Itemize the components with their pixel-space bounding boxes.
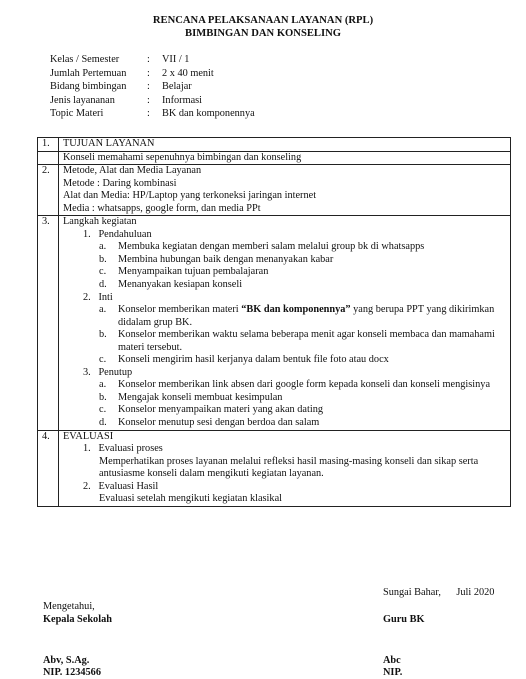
list-item [99,354,508,367]
eval-hasil-text: Evaluasi setelah mengikuti kegiatan klasikal [99,493,283,505]
section-body [59,138,511,152]
list-item [99,392,508,405]
list-marker: b. [99,329,107,341]
info-colon: : [147,108,150,119]
step-items [63,304,508,367]
step-pendahuluan: 1. Pendahuluan [83,228,152,240]
step-inti: 2. Inti [83,291,113,303]
info-colon: : [147,94,150,106]
section-metode [38,165,511,216]
section-tujuan [38,138,511,152]
material-title: “BK dan komponennya” [241,304,351,316]
document-title [0,14,526,40]
info-colon: : [147,54,150,65]
info-table [50,54,255,122]
list-text: Konselor memberikan waktu selama beberapa menit agar konseli membaca dan mamahami materi tersebut. [118,329,495,353]
info-label: Jenis layananan [50,94,115,106]
section-heading: Langkah kegiatan [63,216,137,228]
principal-name: Abv, S.Ag. [43,655,90,666]
list-text: Mengajak konseli membuat kesimpulan [118,391,283,403]
list-item [99,266,508,279]
list-item [99,379,508,392]
list-marker: b. [99,253,107,265]
list-marker: d. [99,417,107,429]
list-text: Membina hubungan baik dengan menanyakan kabar [118,253,334,265]
info-row [50,68,255,82]
info-row [50,81,255,95]
step-penutup: 3. Penutup [83,366,133,378]
section-tujuan-content [38,151,511,165]
list-text: Konseli mengirim hasil kerjanya dalam bentuk file foto atau docx [118,354,389,366]
section-evaluasi [38,430,511,506]
alat-line: Alat dan Media: HP/Laptop yang terkoneksi jaringan internet [63,190,317,202]
section-text: Konseli memahami sepenuhnya bimbingan dan konseling [59,151,511,165]
section-number-empty [38,151,59,165]
section-heading: EVALUASI [63,430,114,442]
list-text-pre: Konselor memberikan materi [118,304,242,316]
info-label: Kelas / Semester [50,54,120,65]
info-label: Jumlah Pertemuan [50,67,127,79]
section-langkah [38,216,511,430]
step-items [63,379,508,429]
list-text: Menanyakan kesiapan konseli [118,279,243,291]
list-marker: c. [99,266,107,278]
list-text-post: yang berupa PPT yang dikirimkan didalam grup BK. [118,304,495,328]
counselor-title: Guru BK [383,614,425,625]
list-marker: c. [99,354,107,366]
info-label: Bidang bimbingan [50,81,127,92]
list-item [99,329,508,354]
section-heading: Metode, Alat dan Media Layanan [63,165,202,177]
info-value: BK dan komponennya [162,108,255,119]
info-value: 2 x 40 menit [162,67,214,79]
info-colon: : [147,81,150,92]
section-body [59,216,511,430]
principal-title: Kepala Sekolah [43,614,112,625]
list-text: Membuka kegiatan dengan memberi salam melalui group bk di whatsapps [118,241,425,253]
section-body [59,165,511,216]
section-number: 1. [38,138,59,152]
mengetahui-label: Mengetahui, [43,601,95,612]
list-text: Konselor menyampaikan materi yang akan dating [118,404,324,416]
section-body [59,430,511,506]
title-line-1: RENCANA PELAKSANAAN LAYANAN (RPL) [152,15,374,26]
info-row [50,108,255,122]
list-text: Konselor menutup sesi dengan berdoa dan salam [118,417,320,429]
list-marker: a. [99,304,107,316]
section-number: 4. [38,430,59,506]
list-item [99,404,508,417]
plan-table [37,137,511,507]
info-value: Belajar [162,81,192,92]
list-item [99,417,508,430]
section-heading: TUJUAN LAYANAN [63,138,155,149]
list-marker: b. [99,391,107,403]
list-item [99,279,508,292]
list-marker: d. [99,279,107,291]
list-marker: a. [99,379,107,391]
step-items [63,241,508,291]
counselor-name: Abc [383,655,401,666]
list-item [99,304,508,329]
list-item [99,241,508,254]
info-row [50,95,255,109]
metode-line: Metode : Daring kombinasi [63,177,177,189]
info-colon: : [147,67,150,79]
place-date: Sungai Bahar, Juli 2020 [383,587,495,598]
list-item [99,254,508,267]
info-row [50,54,255,68]
list-marker: c. [99,404,107,416]
info-value: Informasi [162,94,203,106]
section-number: 3. [38,216,59,430]
list-marker: a. [99,241,107,253]
counselor-nip: NIP. [383,667,403,678]
info-value: VII / 1 [162,54,190,65]
principal-nip: NIP. 1234566 [43,667,101,678]
info-label: Topic Materi [50,108,104,119]
list-text [118,304,508,329]
list-text: Menyampaikan tujuan pembalajaran [118,266,269,278]
section-number: 2. [38,165,59,216]
eval-proses-label: 1. Evaluasi proses [83,443,163,455]
eval-proses-text: Memperhatikan proses layanan melalui refleksi hasil masing-masing konseli dan sikap serta antusiasme konseli dalam mengikuti kegiatan layanan. [99,455,479,480]
list-text: Konselor memberikan link absen dari google form kepada konseli dan konseli mengisinya [118,379,491,391]
eval-hasil-label: 2. Evaluasi Hasil [83,480,159,492]
title-line-2: BIMBINGAN DAN KONSELING [185,28,341,40]
media-line: Media : whatsapps, google form, dan media PPt [63,202,261,214]
